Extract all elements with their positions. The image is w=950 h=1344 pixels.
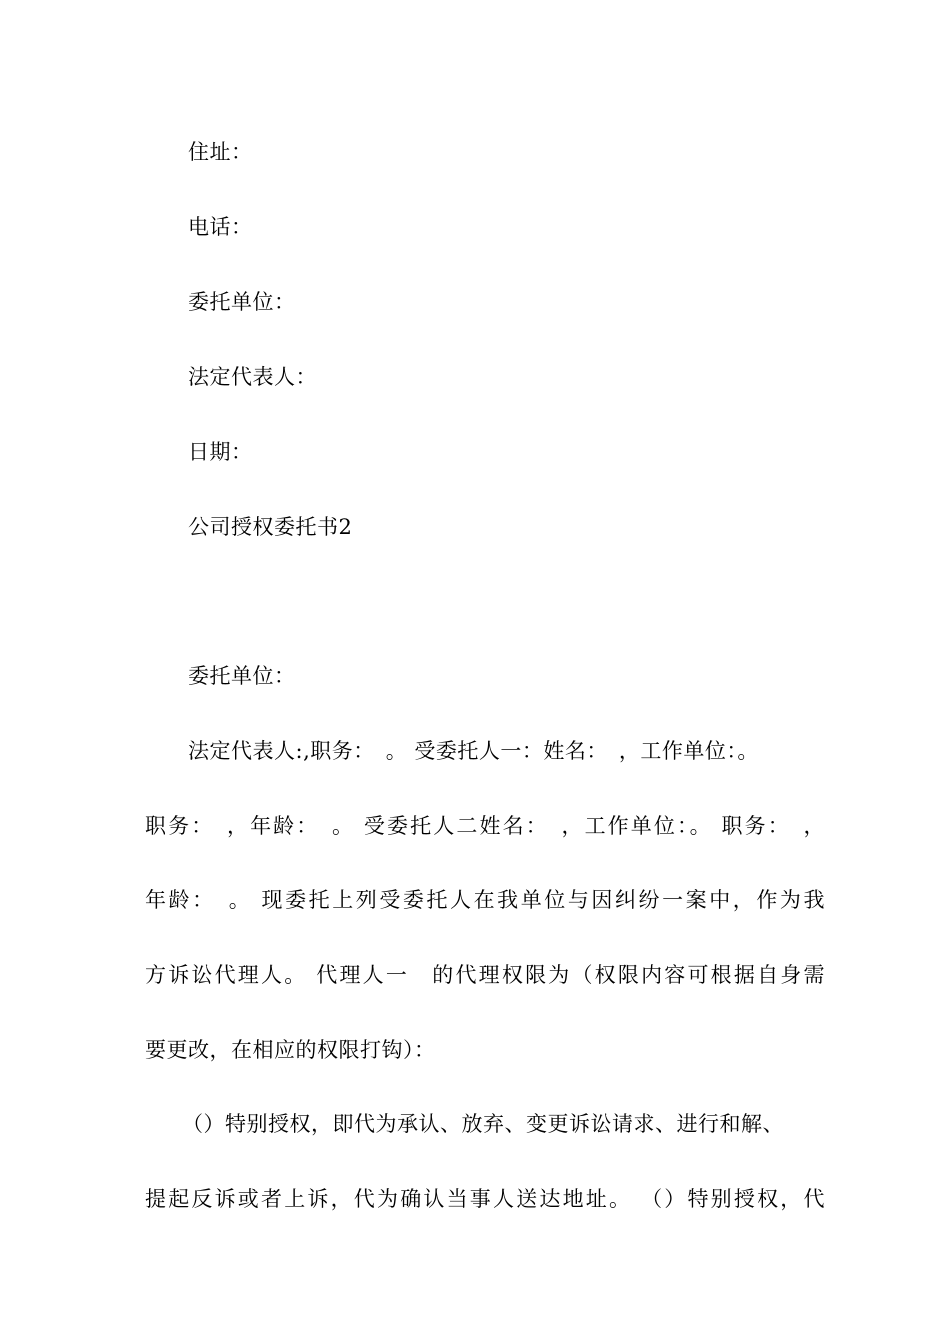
address-label: 住址： [188, 140, 253, 164]
body-paragraph-line-5: 要更改，在相应的权限打钩）： [145, 1038, 436, 1062]
section-title: 公司授权委托书2 [188, 515, 353, 539]
date-label: 日期： [188, 440, 253, 464]
body-paragraph-line-2: 职务： ，年龄： 。 受委托人二姓名： ，工作单位：。 职务： ， [145, 814, 825, 838]
legal-representative-label: 法定代表人： [188, 365, 317, 389]
body-paragraph-line-1: 法定代表人:,职务： 。 受委托人一：姓名： ，工作单位：。 [188, 739, 759, 763]
authorization-line-1: （）特别授权，即代为承认、放弃、变更诉讼请求、进行和解、 [182, 1112, 784, 1136]
body-paragraph-line-4: 方诉讼代理人。 代理人一 的代理权限为（权限内容可根据自身需 [145, 963, 825, 987]
body-entrusting-unit: 委托单位： [188, 664, 296, 688]
body-paragraph-line-3: 年龄： 。 现委托上列受委托人在我单位与因纠纷一案中，作为我 [145, 888, 825, 912]
entrusting-unit-label: 委托单位： [188, 290, 296, 314]
authorization-line-2: 提起反诉或者上诉，代为确认当事人送达地址。 （）特别授权，代 [145, 1187, 825, 1211]
phone-label: 电话： [188, 215, 253, 239]
